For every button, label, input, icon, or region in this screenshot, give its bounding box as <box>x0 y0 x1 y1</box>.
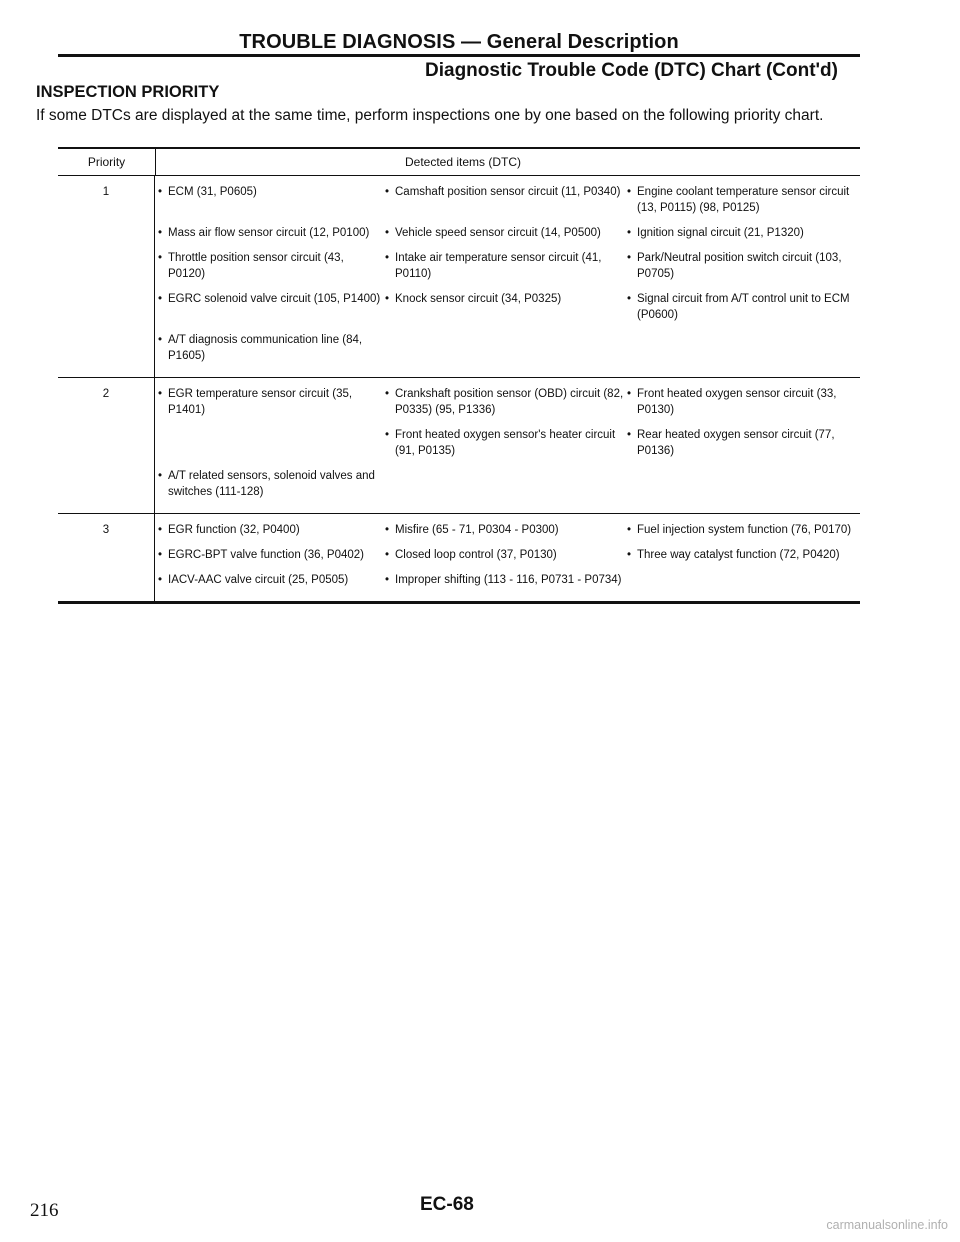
bullet-icon: • <box>158 334 163 346</box>
bullet-icon: • <box>385 252 390 264</box>
item-line <box>155 468 860 500</box>
dtc-item-text: Front heated oxygen sensor circuit (33, P0130) <box>637 388 837 416</box>
bullet-icon: • <box>385 524 390 536</box>
detected-items-column-header: Detected items (DTC) <box>404 155 522 169</box>
dtc-item-text: Camshaft position sensor circuit (11, P0340) <box>395 186 621 198</box>
dtc-item-text: Front heated oxygen sensor's heater circuit (91, P0135) <box>395 429 616 457</box>
item-line <box>155 250 860 282</box>
dtc-item <box>627 572 859 588</box>
bullet-icon: • <box>385 227 390 239</box>
page-header <box>58 30 860 83</box>
bullet-icon: • <box>627 429 632 441</box>
priority-number: 3 <box>58 514 155 601</box>
priority-column-header: Priority <box>58 149 156 175</box>
dtc-item <box>627 250 859 282</box>
dtc-item <box>381 225 627 241</box>
bullet-icon: • <box>158 470 163 482</box>
bullet-icon: • <box>627 524 632 536</box>
dtc-item-text: Intake air temperature sensor circuit (41, P0110) <box>395 252 602 280</box>
bullet-icon: • <box>385 388 390 400</box>
dtc-item <box>627 427 859 459</box>
dtc-item <box>155 291 381 323</box>
dtc-item-text: Fuel injection system function (76, P0170) <box>637 524 852 536</box>
dtc-item <box>627 386 859 418</box>
dtc-item <box>627 468 859 500</box>
bullet-icon: • <box>627 186 632 198</box>
item-line <box>155 427 860 459</box>
item-line <box>155 522 860 538</box>
bullet-icon: • <box>158 252 163 264</box>
detected-items <box>155 176 860 377</box>
item-line <box>155 572 860 588</box>
dtc-item <box>155 184 381 216</box>
bullet-icon: • <box>158 388 163 400</box>
bullet-icon: • <box>158 524 163 536</box>
dtc-item <box>381 291 627 323</box>
dtc-item <box>155 468 381 500</box>
dtc-item-text: EGR function (32, P0400) <box>168 524 300 536</box>
bullet-icon: • <box>385 549 390 561</box>
dtc-item-text: Signal circuit from A/T control unit to ECM (P0600) <box>637 293 850 321</box>
bullet-icon: • <box>627 388 632 400</box>
detected-items <box>155 378 860 513</box>
bullet-icon: • <box>385 574 390 586</box>
dtc-item <box>155 547 381 563</box>
bullet-icon: • <box>158 227 163 239</box>
item-line <box>155 225 860 241</box>
bullet-icon: • <box>158 186 163 198</box>
dtc-item-text: EGRC solenoid valve circuit (105, P1400) <box>168 293 381 305</box>
dtc-item <box>627 547 859 563</box>
bullet-icon: • <box>158 293 163 305</box>
watermark: carmanualsonline.info <box>826 1218 948 1232</box>
table-header-row <box>58 149 860 176</box>
dtc-item-text: Improper shifting (113 - 116, P0731 - P0734) <box>395 574 622 586</box>
item-line <box>155 332 860 364</box>
priority-row <box>58 514 860 604</box>
chart-subtitle: Diagnostic Trouble Code (DTC) Chart (Cont'd) <box>425 60 838 81</box>
dtc-item-text: Vehicle speed sensor circuit (14, P0500) <box>395 227 601 239</box>
bullet-icon: • <box>158 549 163 561</box>
dtc-item <box>627 184 859 216</box>
bullet-icon: • <box>158 574 163 586</box>
page-code: EC-68 <box>420 1194 474 1215</box>
dtc-item <box>155 386 381 418</box>
bullet-icon: • <box>627 227 632 239</box>
bullet-icon: • <box>385 429 390 441</box>
item-line <box>155 291 860 323</box>
dtc-item <box>627 291 859 323</box>
intro-paragraph: If some DTCs are displayed at the same time, perform inspections one by one based on the following priority chart. <box>36 107 824 124</box>
dtc-item-text: Misfire (65 - 71, P0304 - P0300) <box>395 524 559 536</box>
dtc-item <box>381 184 627 216</box>
dtc-item <box>381 572 627 588</box>
dtc-item-text: IACV-AAC valve circuit (25, P0505) <box>168 574 349 586</box>
dtc-item-text: Rear heated oxygen sensor circuit (77, P0136) <box>637 429 835 457</box>
dtc-item <box>381 386 627 418</box>
dtc-item-text: Crankshaft position sensor (OBD) circuit (82, P0335) (95, P1336) <box>395 388 624 416</box>
priority-number: 1 <box>58 176 155 377</box>
priority-row <box>58 378 860 514</box>
dtc-item <box>155 522 381 538</box>
bullet-icon: • <box>627 549 632 561</box>
dtc-item <box>627 332 859 364</box>
dtc-item-text: Park/Neutral position switch circuit (103, P0705) <box>637 252 842 280</box>
dtc-item-text: EGRC-BPT valve function (36, P0402) <box>168 549 365 561</box>
dtc-item-text: Three way catalyst function (72, P0420) <box>637 549 840 561</box>
item-line <box>155 386 860 418</box>
dtc-item <box>381 547 627 563</box>
dtc-item-text: Ignition signal circuit (21, P1320) <box>637 227 804 239</box>
bullet-icon: • <box>627 252 632 264</box>
dtc-item <box>381 522 627 538</box>
item-line <box>155 547 860 563</box>
dtc-item-text: Engine coolant temperature sensor circuit (13, P0115) (98, P0125) <box>637 186 850 214</box>
dtc-item-text: A/T related sensors, solenoid valves and switches (111-128) <box>168 470 375 498</box>
inspection-priority-heading: INSPECTION PRIORITY <box>36 83 220 101</box>
priority-row <box>58 176 860 378</box>
table-body <box>58 176 860 604</box>
dtc-item-text: Knock sensor circuit (34, P0325) <box>395 293 562 305</box>
dtc-item <box>381 427 627 459</box>
dtc-item-text: A/T diagnosis communication line (84, P1605) <box>168 334 363 362</box>
detected-items <box>155 514 860 601</box>
dtc-item <box>155 225 381 241</box>
dtc-item <box>381 468 627 500</box>
header-divider <box>58 54 860 57</box>
dtc-item-text: Closed loop control (37, P0130) <box>395 549 557 561</box>
priority-number: 2 <box>58 378 155 513</box>
page-number: 216 <box>30 1200 59 1221</box>
dtc-item <box>381 332 627 364</box>
dtc-item-text: Throttle position sensor circuit (43, P0120) <box>168 252 344 280</box>
dtc-item <box>155 332 381 364</box>
dtc-item-text: ECM (31, P0605) <box>168 186 257 198</box>
dtc-item-text: EGR temperature sensor circuit (35, P1401) <box>168 388 353 416</box>
item-line <box>155 184 860 216</box>
dtc-priority-table <box>58 147 860 604</box>
bullet-icon: • <box>385 186 390 198</box>
section-title: TROUBLE DIAGNOSIS — General Description <box>239 31 679 53</box>
dtc-item <box>155 427 381 459</box>
dtc-item <box>155 250 381 282</box>
bullet-icon: • <box>385 293 390 305</box>
dtc-item <box>627 522 859 538</box>
dtc-item-text: Mass air flow sensor circuit (12, P0100) <box>168 227 370 239</box>
dtc-item <box>627 225 859 241</box>
bullet-icon: • <box>627 293 632 305</box>
dtc-item <box>155 572 381 588</box>
dtc-item <box>381 250 627 282</box>
